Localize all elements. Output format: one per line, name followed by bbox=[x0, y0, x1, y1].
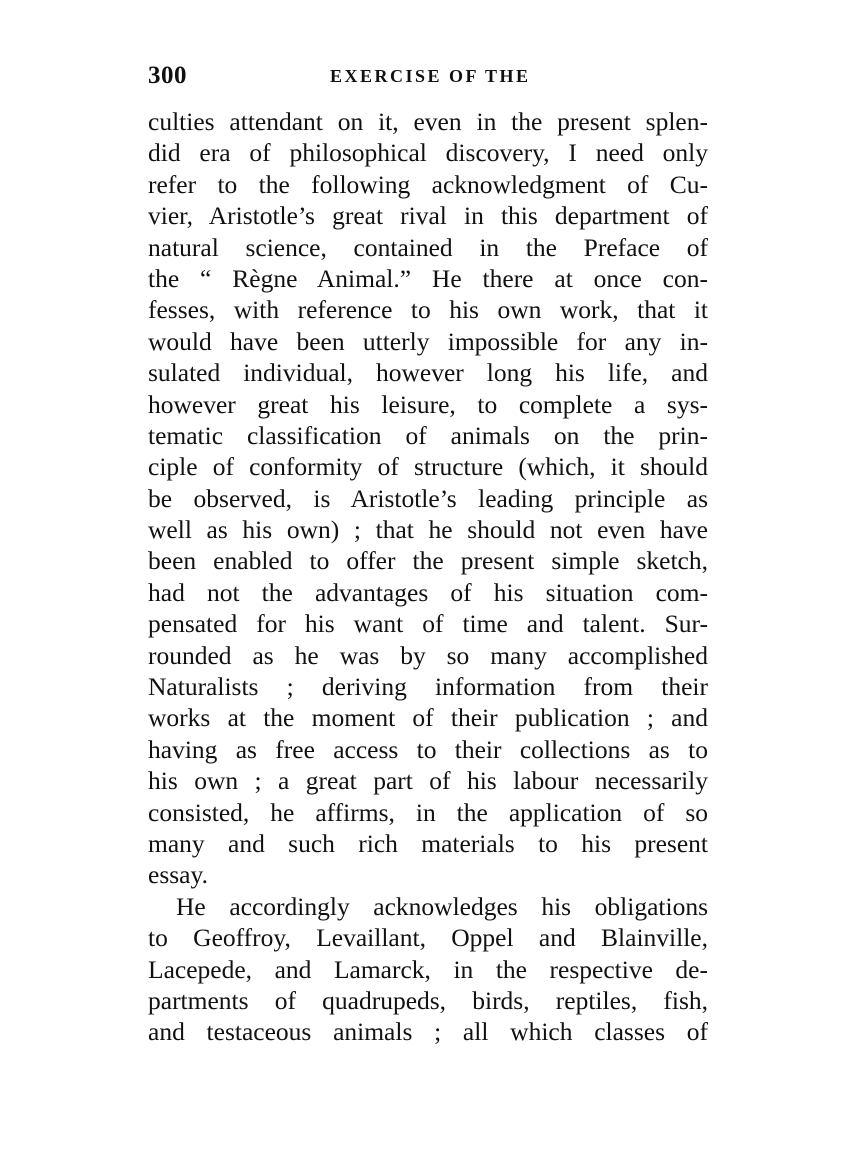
text-line: essay. bbox=[148, 860, 208, 890]
text-line: refer to the following acknowledgment of Cu- bbox=[148, 169, 708, 199]
text-line: culties attendant on it, even in the present splen- bbox=[148, 107, 708, 136]
text-line: consisted, he affirms, in the application of so bbox=[148, 797, 708, 827]
running-head bbox=[148, 62, 708, 92]
text-line: be observed, is Aristotle’s leading principle as bbox=[148, 483, 708, 513]
page-number: 300 bbox=[148, 62, 187, 89]
text-line: He accordingly acknowledges his obligations bbox=[176, 891, 708, 921]
text-line: fesses, with reference to his own work, that it bbox=[148, 295, 708, 325]
text-line: the “ Règne Animal.” He there at once con- bbox=[148, 263, 708, 293]
paragraph-1 bbox=[148, 106, 708, 891]
text-line: having as free access to their collections as to bbox=[148, 734, 708, 764]
paragraph-2 bbox=[148, 891, 708, 1048]
text-line: to Geoffroy, Levaillant, Oppel and Blainville, bbox=[148, 923, 708, 953]
text-line: Naturalists ; deriving information from their bbox=[148, 672, 708, 702]
text-line: pensated for his want of time and talent. Sur- bbox=[148, 609, 708, 639]
text-line: ciple of conformity of structure (which, it should bbox=[148, 452, 708, 482]
running-title: EXERCISE OF THE bbox=[330, 66, 531, 86]
text-line: well as his own) ; that he should not even have bbox=[148, 515, 708, 545]
text-line: did era of philosophical discovery, I need only bbox=[148, 138, 708, 168]
text-line: his own ; a great part of his labour necessarily bbox=[148, 766, 708, 796]
text-line: works at the moment of their publication ; and bbox=[148, 703, 708, 733]
text-line: had not the advantages of his situation com- bbox=[148, 577, 708, 607]
body-text bbox=[148, 106, 708, 1048]
text-line: however great his leisure, to complete a sys- bbox=[148, 389, 708, 419]
text-line: partments of quadrupeds, birds, reptiles, fish, bbox=[148, 985, 708, 1015]
text-line: rounded as he was by so many accomplished bbox=[148, 640, 708, 670]
text-line: vier, Aristotle’s great rival in this department of bbox=[148, 201, 708, 231]
text-line: been enabled to offer the present simple sketch, bbox=[148, 546, 708, 576]
text-line: and testaceous animals ; all which classes of bbox=[148, 1017, 708, 1047]
text-line: natural science, contained in the Preface of bbox=[148, 232, 708, 262]
text-line: would have been utterly impossible for any in- bbox=[148, 326, 708, 356]
text-line: many and such rich materials to his present bbox=[148, 828, 708, 858]
text-line: tematic classification of animals on the prin- bbox=[148, 420, 708, 450]
text-line: sulated individual, however long his life, and bbox=[148, 358, 708, 388]
text-line: Lacepede, and Lamarck, in the respective de- bbox=[148, 954, 708, 984]
